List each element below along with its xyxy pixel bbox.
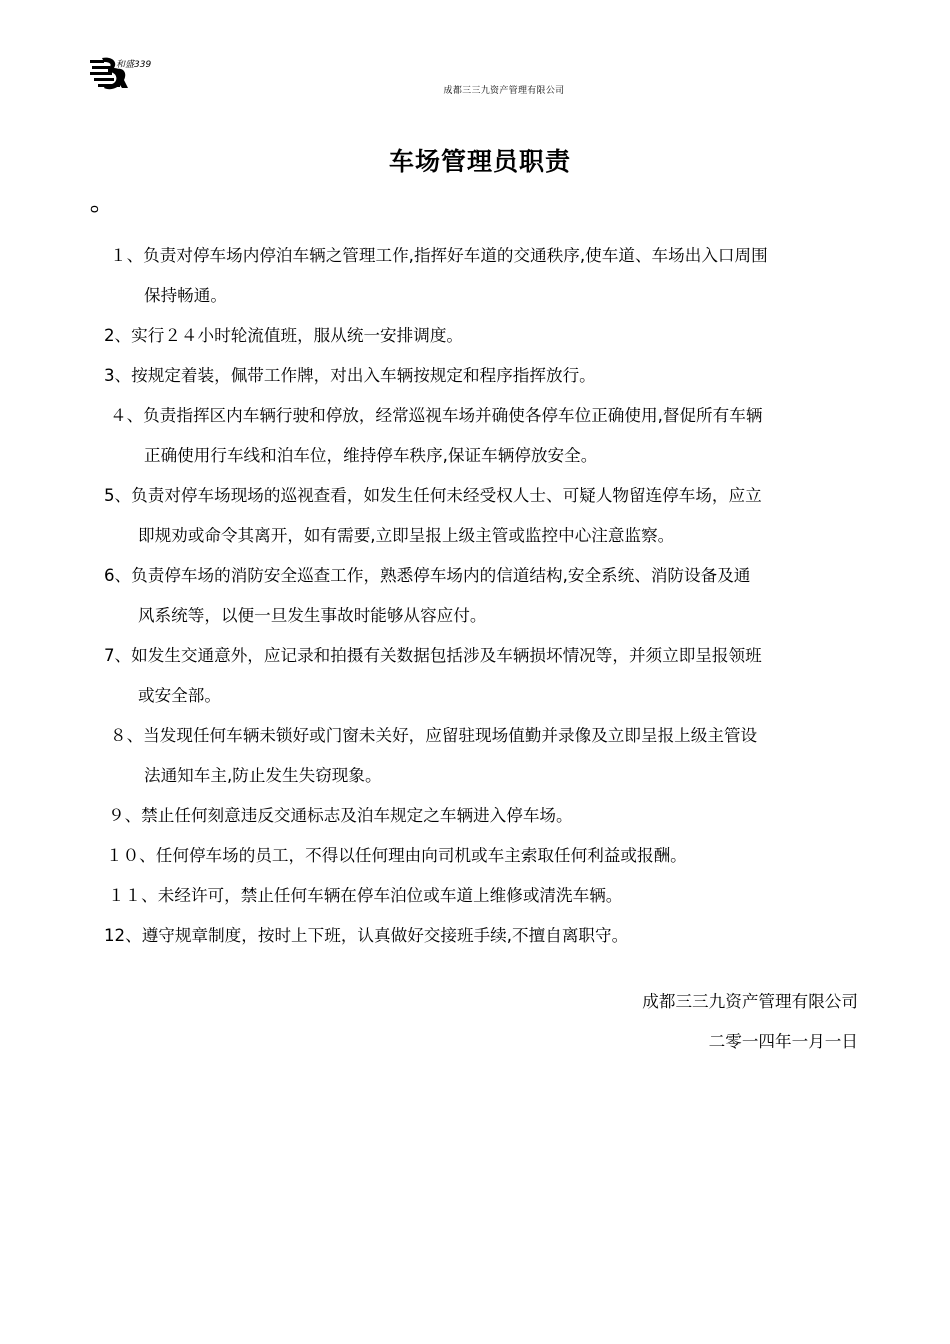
duty-list <box>104 236 874 956</box>
duty-item-line: 2、实行２４小时轮流值班，服从统一安排调度。 <box>104 326 464 345</box>
duty-item-line: 正确使用行车线和泊车位，维持停车秩序,保证车辆停放安全。 <box>144 446 598 465</box>
duty-item-line: 即规劝或命令其离开，如有需要,立即呈报上级主管或监控中心注意监察。 <box>138 526 675 545</box>
logo-text: 和盛339 <box>116 60 152 70</box>
duty-item-line: 7、如发生交通意外，应记录和拍摄有关数据包括涉及车辆损坏情况等，并须立即呈报领班 <box>104 646 762 665</box>
duty-item-line: ９、禁止任何刻意违反交通标志及泊车规定之车辆进入停车场。 <box>108 806 573 825</box>
duty-item-line: 6、负责停车场的消防安全巡查工作，熟悉停车场内的信道结构,安全系统、消防设备及通 <box>104 566 751 585</box>
duty-item <box>104 916 874 956</box>
header-company-name: 成都三三九资产管理有限公司 <box>443 86 565 96</box>
duty-item <box>104 316 874 356</box>
duty-item <box>104 636 874 716</box>
duty-item <box>104 876 874 916</box>
duty-item <box>104 356 874 396</box>
duty-item-line: １０、任何停车场的员工，不得以任何理由向司机或车主索取任何利益或报酬。 <box>106 846 687 865</box>
duty-item-line: １１、未经许可，禁止任何车辆在停车泊位或车道上维修或清洗车辆。 <box>108 886 623 905</box>
duty-item-line: 5、负责对停车场现场的巡视查看，如发生任何未经受权人士、可疑人物留连停车场，应立 <box>104 486 762 505</box>
duty-item-line: ８、当发现任何车辆未锁好或门窗未关好，应留驻现场值勤并录像及立即呈报上级主管设 <box>110 726 758 745</box>
duty-item-line: 风系统等，以便一旦发生事故时能够从容应付。 <box>138 606 487 625</box>
signature-company: 成都三三九资产管理有限公司 <box>642 992 858 1011</box>
duty-item-line: 或安全部。 <box>138 686 221 705</box>
duty-item-line: １、负责对停车场内停泊车辆之管理工作,指挥好车道的交通秩序,使车道、车场出入口周围 <box>110 246 768 265</box>
duty-item-line: 法通知车主,防止发生失窃现象。 <box>144 766 382 785</box>
stray-mark: ᴑ <box>90 202 99 217</box>
duty-item-line: 12、遵守规章制度，按时上下班，认真做好交接班手续,不擅自离职守。 <box>104 926 629 945</box>
signature-date: 二零一四年一月一日 <box>708 1032 858 1051</box>
duty-item-line: 3、按规定着装，佩带工作牌，对出入车辆按规定和程序指挥放行。 <box>104 366 596 385</box>
duty-item <box>104 556 874 636</box>
duty-item-line: ４、负责指挥区内车辆行驶和停放，经常巡视车场并确使各停车位正确使用,督促所有车辆 <box>110 406 763 425</box>
duty-item-line: 保持畅通。 <box>144 286 227 305</box>
duty-item <box>104 236 874 316</box>
duty-item <box>104 716 874 796</box>
duty-item <box>104 476 874 556</box>
page-title: 车场管理员职责 <box>388 147 571 176</box>
duty-item <box>104 836 874 876</box>
duty-item <box>104 396 874 476</box>
duty-item <box>104 796 874 836</box>
